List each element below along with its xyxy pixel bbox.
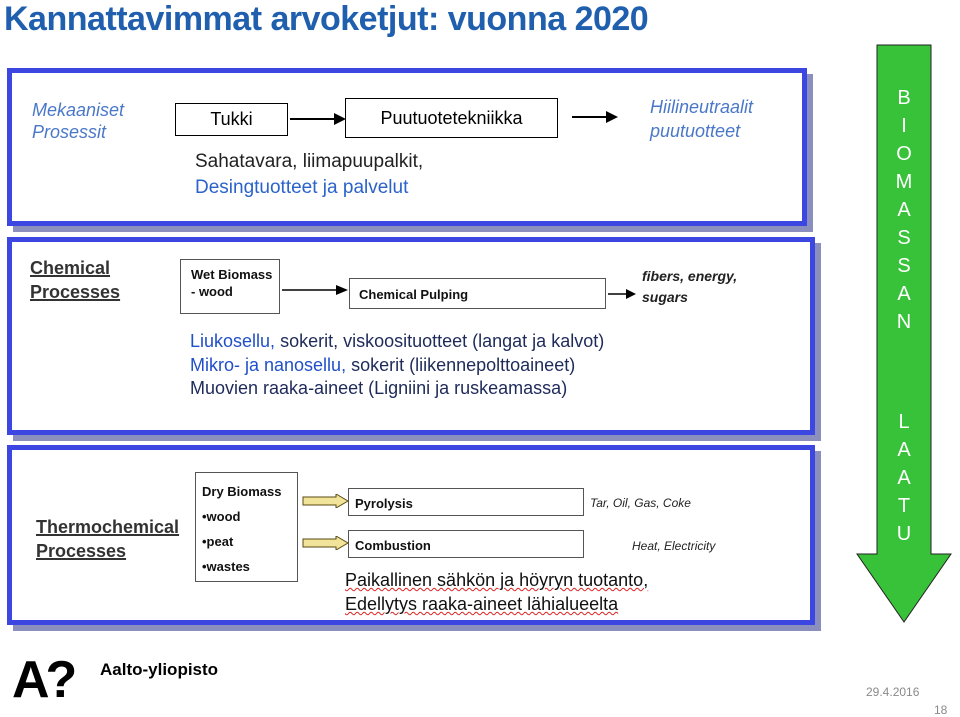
mechanical-label <box>32 99 124 143</box>
page-number: 18 <box>934 703 948 717</box>
chemical-output-line2: sugars <box>642 289 688 305</box>
arrow-letter: A <box>897 199 911 221</box>
list-item-text: sokerit, viskoosituotteet (langat ja kalvot) <box>275 331 605 351</box>
arrow-icon <box>288 109 348 129</box>
arrow-letter: M <box>895 171 913 193</box>
mechanical-label-line1: Mekaaniset <box>32 100 125 120</box>
chemical-label-line1: Chemical <box>30 258 111 278</box>
arrow-letter: I <box>901 115 907 137</box>
arrow-letter: A <box>897 439 911 461</box>
slide-date: 29.4.2016 <box>866 685 920 699</box>
list-item <box>190 354 604 378</box>
arrow-letter: N <box>896 311 912 333</box>
list-item-text: Muovien raaka-aineet (Ligniini ja ruskeamassa) <box>190 378 568 398</box>
dry-biomass-item: •peat <box>202 534 234 549</box>
thermochemical-note <box>345 568 648 616</box>
chemical-label <box>30 256 120 304</box>
thermochemical-label <box>36 515 179 563</box>
dry-biomass-title: Dry Biomass <box>202 484 282 499</box>
chemical-pulping-box: Chemical Pulping <box>349 278 606 309</box>
thermochemical-panel <box>7 445 815 625</box>
chemical-label-line2: Processes <box>30 282 121 302</box>
thermochemical-note-line1: Paikallinen sähkön ja höyryn tuotanto, <box>345 570 649 590</box>
combustion-output: Heat, Electricity <box>632 539 716 553</box>
list-item <box>190 377 604 401</box>
puutuotetekniikka-box: Puutuotetekniikka <box>345 98 558 138</box>
dry-biomass-item: •wastes <box>202 559 250 574</box>
arrow-icon <box>606 284 638 304</box>
block-arrow-icon <box>302 494 350 508</box>
arrow-icon <box>570 107 620 127</box>
laatu-word <box>854 408 954 548</box>
mechanical-output-line1: Hiilineutraalit <box>650 97 754 117</box>
arrow-letter: U <box>896 523 912 545</box>
thermochemical-label-line1: Thermochemical <box>36 517 180 537</box>
thermochemical-note-line2: Edellytys raaka-aineet lähialueelta <box>345 594 619 614</box>
mechanical-output-line2: puutuotteet <box>650 121 741 141</box>
pyrolysis-output: Tar, Oil, Gas, Coke <box>590 496 691 510</box>
tukki-box: Tukki <box>175 103 288 136</box>
mechanical-panel <box>7 68 807 226</box>
arrow-letter: T <box>897 495 911 517</box>
chemical-products-list <box>190 330 604 401</box>
arrow-letter: L <box>898 411 910 433</box>
chemical-panel <box>7 237 815 435</box>
page-title: Kannattavimmat arvoketjut: vuonna 2020 <box>4 0 649 38</box>
dry-biomass-box <box>195 472 298 582</box>
arrow-letter: B <box>897 87 911 109</box>
chemical-output <box>642 266 737 308</box>
arrow-letter: S <box>897 255 911 277</box>
list-item <box>190 330 604 354</box>
pyrolysis-box: Pyrolysis <box>348 488 584 516</box>
wet-biomass-box <box>180 259 280 314</box>
aalto-logo: A? <box>12 651 74 709</box>
list-item-text: sokerit (liikennepolttoaineet) <box>346 354 576 375</box>
mechanical-products-line2: Desingtuotteet ja palvelut <box>195 177 409 198</box>
arrow-letter: S <box>897 227 911 249</box>
thermochemical-label-line2: Processes <box>36 541 127 561</box>
chemical-output-line1: fibers, energy, <box>642 268 738 284</box>
arrow-letter: A <box>897 283 911 305</box>
arrow-icon <box>280 280 350 300</box>
arrow-letter: A <box>897 467 911 489</box>
list-item-prefix: Mikro- ja nanosellu, <box>190 354 347 375</box>
arrow-letter: O <box>896 143 912 165</box>
list-item-prefix: Liukosellu, <box>190 331 276 351</box>
organization-name: Aalto-yliopisto <box>100 660 219 679</box>
mechanical-output <box>650 95 753 143</box>
wet-biomass-item: - wood <box>191 284 233 299</box>
combustion-box: Combustion <box>348 530 584 558</box>
mechanical-label-line2: Prosessit <box>32 122 107 142</box>
mechanical-products-line1: Sahatavara, liimapuupalkit, <box>195 151 424 172</box>
wet-biomass-title: Wet Biomass <box>191 267 273 282</box>
biomass-word <box>854 84 954 336</box>
block-arrow-icon <box>302 536 350 550</box>
dry-biomass-item: •wood <box>202 509 241 524</box>
